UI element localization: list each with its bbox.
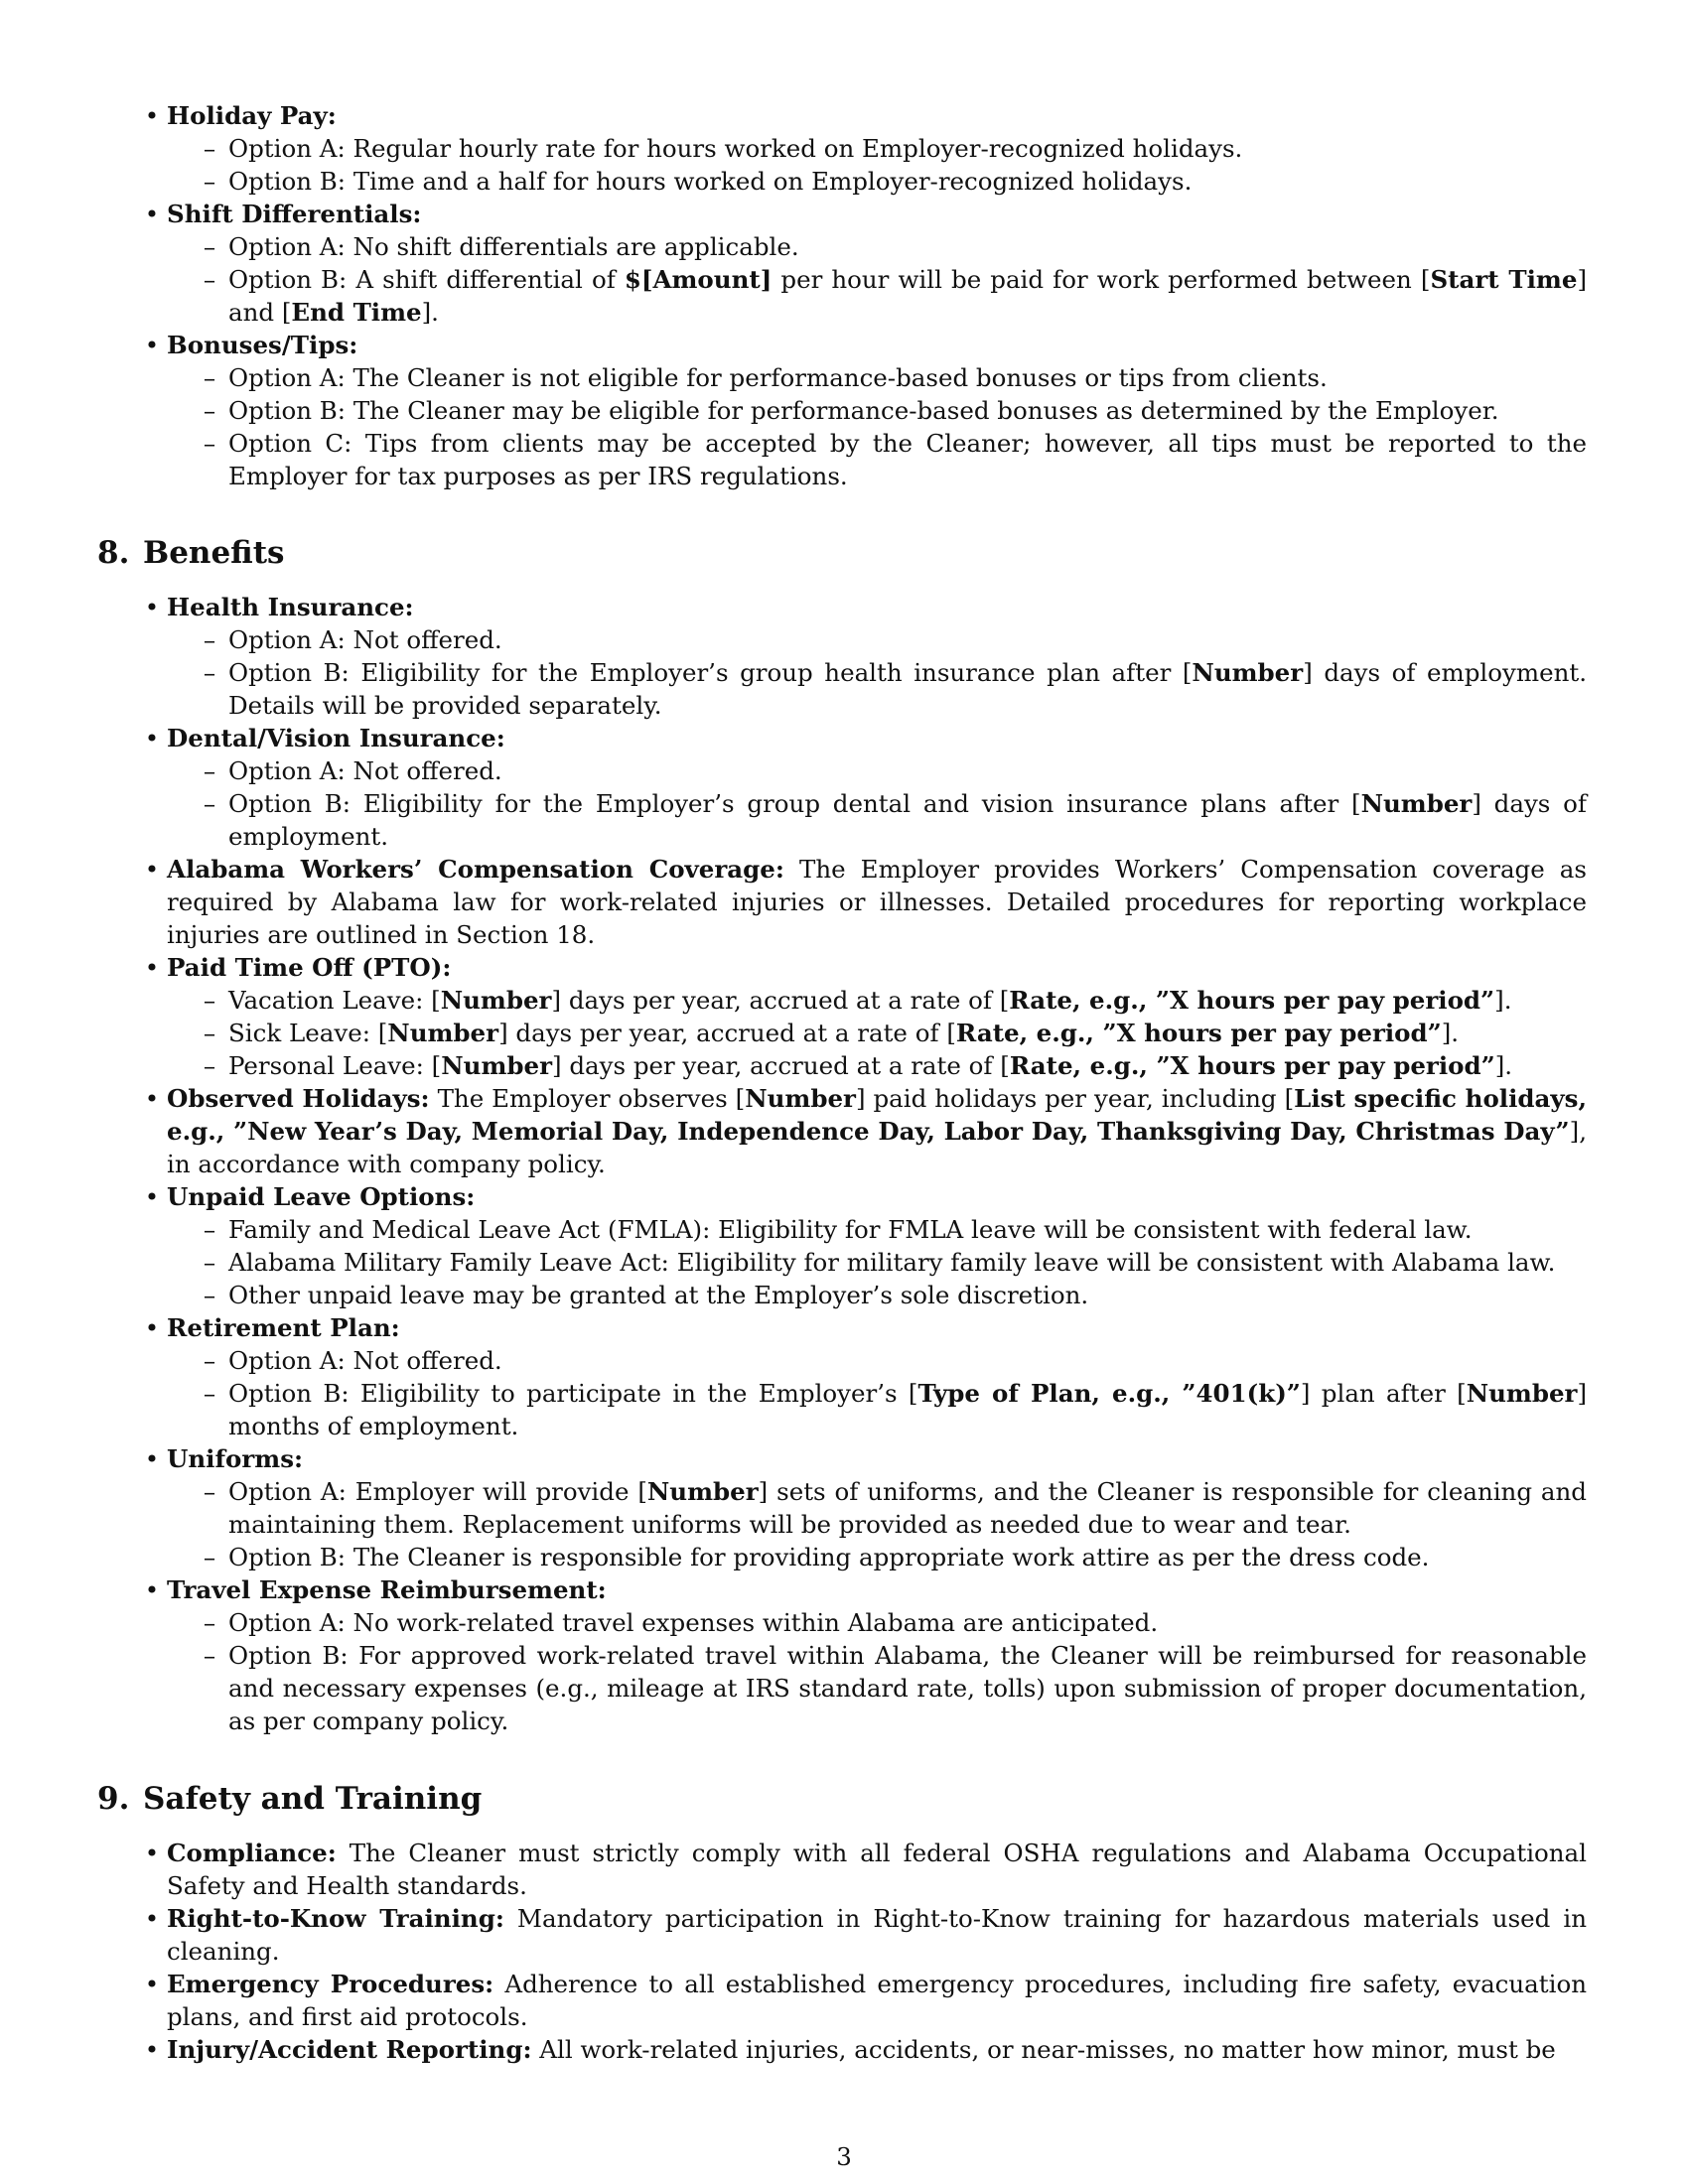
- section-8-heading: 8. Benefits: [97, 535, 285, 571]
- right-to-know-item: • Right-to-Know Training: Mandatory participation in Right-to-Know training for hazardous materials used in cleaning.: [144, 1904, 1587, 1966]
- shift-option-a: – Option A: No shift differentials are applicable.: [203, 232, 799, 261]
- health-insurance-item: • Health Insurance:: [144, 593, 414, 621]
- bonus-option-a: – Option A: The Cleaner is not eligible for performance-based bonuses or tips from clients.: [203, 363, 1328, 392]
- dental-option-a: – Option A: Not offered.: [203, 756, 502, 785]
- holiday-pay-option-a: – Option A: Regular hourly rate for hours worked on Employer-recognized holidays.: [203, 134, 1243, 163]
- pto-sick: – Sick Leave: [Number] days per year, accrued at a rate of [Rate, e.g., ”X hours per pay period”].: [203, 1019, 1460, 1047]
- uniforms-option-b: – Option B: The Cleaner is responsible for providing appropriate work attire as per the dress code.: [203, 1543, 1430, 1571]
- shift-option-b: – Option B: A shift differential of $[Amount] per hour will be paid for work performed between [Start Time] and [End Time].: [203, 265, 1587, 327]
- holiday-pay-option-b: – Option B: Time and a half for hours worked on Employer-recognized holidays.: [203, 167, 1193, 196]
- workers-comp-item: • Alabama Workers’ Compensation Coverage: The Employer provides Workers’ Compensation coverage as required by Alabama law for work-related injuries or illnesses. Detailed procedures for reporting workplace injuries are outlined in Section 18.: [144, 855, 1587, 949]
- uniforms-option-a: – Option A: Employer will provide [Number] sets of uniforms, and the Cleaner is responsible for cleaning and maintaining them. Replacement uniforms will be provided as needed due to wear and tear.: [203, 1477, 1587, 1539]
- emergency-procedures-item: • Emergency Procedures: Adherence to all established emergency procedures, including fire safety, evacuation plans, and first aid protocols.: [144, 1970, 1587, 2031]
- uniforms-item: • Uniforms:: [144, 1444, 304, 1473]
- bonus-option-c: – Option C: Tips from clients may be accepted by the Cleaner; however, all tips must be reported to the Employer for tax purposes as per IRS regulations.: [203, 429, 1587, 490]
- holiday-pay-item: • Holiday Pay:: [144, 101, 337, 130]
- unpaid-other: – Other unpaid leave may be granted at the Employer’s sole discretion.: [203, 1281, 1089, 1309]
- pto-vacation: – Vacation Leave: [Number] days per year, accrued at a rate of [Rate, e.g., ”X hours per pay period”].: [203, 986, 1512, 1015]
- dental-vision-item: • Dental/Vision Insurance:: [144, 724, 505, 752]
- travel-expense-item: • Travel Expense Reimbursement:: [144, 1575, 607, 1604]
- pto-item: • Paid Time Off (PTO):: [144, 953, 452, 982]
- section-9-heading: 9. Safety and Training: [97, 1781, 483, 1817]
- retirement-plan-item: • Retirement Plan:: [144, 1313, 400, 1342]
- unpaid-fmla: – Family and Medical Leave Act (FMLA): Eligibility for FMLA leave will be consistent with federal law.: [203, 1215, 1473, 1244]
- health-option-a: – Option A: Not offered.: [203, 625, 502, 654]
- pto-personal: – Personal Leave: [Number] days per year, accrued at a rate of [Rate, e.g., ”X hours per pay period”].: [203, 1051, 1513, 1080]
- unpaid-leave-item: • Unpaid Leave Options:: [144, 1182, 476, 1211]
- bonuses-tips-item: • Bonuses/Tips:: [144, 331, 358, 359]
- travel-option-a: – Option A: No work-related travel expenses within Alabama are anticipated.: [203, 1608, 1159, 1637]
- injury-reporting-item: • Injury/Accident Reporting: All work-related injuries, accidents, or near-misses, no matter how minor, must be: [144, 2035, 1556, 2064]
- shift-differentials-item: • Shift Differentials:: [144, 200, 422, 228]
- travel-option-b: – Option B: For approved work-related travel within Alabama, the Cleaner will be reimbursed for reasonable and necessary expenses (e.g., mileage at IRS standard rate, tolls) upon submission of proper documentation, as per company policy.: [203, 1641, 1587, 1735]
- unpaid-military: – Alabama Military Family Leave Act: Eligibility for military family leave will be consistent with Alabama law.: [203, 1248, 1556, 1277]
- retirement-option-b: – Option B: Eligibility to participate in the Employer’s [Type of Plan, e.g., ”401(k)”] plan after [Number] months of employment.: [203, 1379, 1588, 1440]
- page-number: 3: [836, 2142, 852, 2171]
- retirement-option-a: – Option A: Not offered.: [203, 1346, 502, 1375]
- dental-option-b: – Option B: Eligibility for the Employer’s group dental and vision insurance plans after [Number] days of employment.: [203, 789, 1587, 851]
- bonus-option-b: – Option B: The Cleaner may be eligible for performance-based bonuses as determined by the Employer.: [203, 396, 1499, 425]
- compliance-item: • Compliance: The Cleaner must strictly comply with all federal OSHA regulations and Alabama Occupational Safety and Health standards.: [144, 1839, 1587, 1900]
- health-option-b: – Option B: Eligibility for the Employer’s group health insurance plan after [Number] days of employment. Details will be provided separately.: [203, 658, 1587, 720]
- observed-holidays-item: • Observed Holidays: The Employer observes [Number] paid holidays per year, including [List specific holidays, e.g., ”New Year’s Day, Memorial Day, Independence Day, Labor Day, Thanksgiving Day, Christmas Day”], in accordance with company policy.: [144, 1084, 1587, 1178]
